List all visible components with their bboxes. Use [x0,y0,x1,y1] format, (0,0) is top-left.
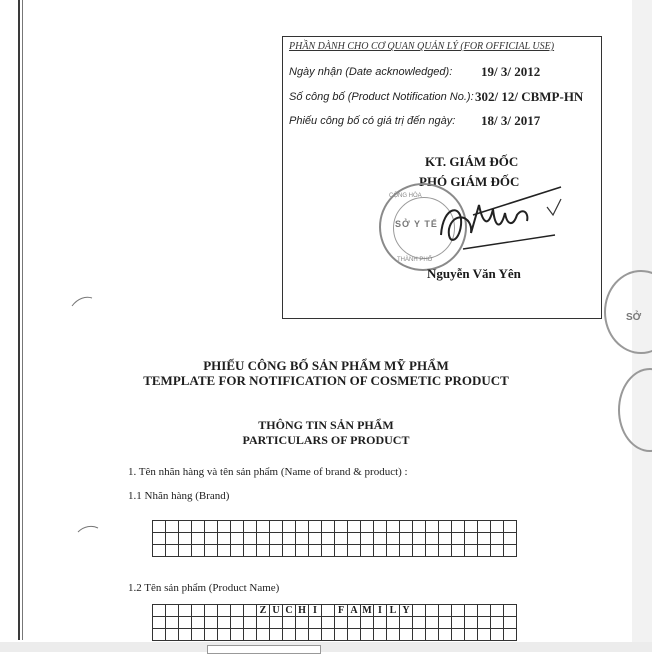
grid-cell [296,533,309,545]
valid-until-value: 18/ 3/ 2017 [481,113,541,128]
notification-number-label: Số công bố (Product Notification No.): [289,91,474,103]
notification-number-value: 302/ 12/ CBMP-HN [475,89,584,104]
grid-cell [439,533,452,545]
grid-cell [439,545,452,557]
grid-cell: A [348,605,361,617]
grid-cell [192,605,205,617]
grid-cell: U [270,605,283,617]
grid-row [153,533,517,545]
grid-cell [374,521,387,533]
grid-cell [413,533,426,545]
grid-cell [452,617,465,629]
grid-cell [322,521,335,533]
grid-cell [257,545,270,557]
grid-cell [335,545,348,557]
grid-cell [270,617,283,629]
grid-cell [439,629,452,641]
grid-cell [322,629,335,641]
grid-cell [153,521,166,533]
grid-cell: H [296,605,309,617]
bottom-field [207,645,321,654]
section-title-vietnamese: THÔNG TIN SẢN PHẨM [258,418,394,432]
form-title-vietnamese: PHIẾU CÔNG BỐ SẢN PHẨM MỸ PHẨM [203,358,449,373]
grid-cell [322,605,335,617]
grid-row [153,605,517,617]
grid-cell [179,545,192,557]
grid-cell [400,533,413,545]
grid-cell [400,629,413,641]
grid-cell [244,521,257,533]
grid-cell [465,605,478,617]
grid-cell [179,617,192,629]
grid-cell [452,629,465,641]
grid-cell [504,617,517,629]
grid-cell [166,521,179,533]
item-1-2-label: 1.2 Tên sản phẩm (Product Name) [128,582,280,594]
grid-cell [504,545,517,557]
grid-cell [478,545,491,557]
grid-cell [452,605,465,617]
grid-cell [348,521,361,533]
grid-cell [465,521,478,533]
grid-cell [361,521,374,533]
brand-grid [152,520,517,557]
grid-cell [166,617,179,629]
grid-cell [192,545,205,557]
grid-cell [439,521,452,533]
grid-cell [218,533,231,545]
grid-cell [504,629,517,641]
grid-cell [309,617,322,629]
grid-row [153,521,517,533]
grid-cell [387,521,400,533]
grid-cell [192,629,205,641]
grid-cell [400,545,413,557]
item-1-1-label: 1.1 Nhãn hàng (Brand) [128,490,230,502]
grid-cell [439,617,452,629]
side-seal-text: SỞ [626,312,642,323]
grid-cell [400,617,413,629]
grid-cell [335,533,348,545]
official-seal-bottom-text: THÀNH PHỐ [397,257,433,263]
grid-cell [205,545,218,557]
grid-cell [179,521,192,533]
date-acknowledged-value: 19/ 3/ 2012 [481,64,541,79]
bottom-strip [0,642,652,652]
margin-mark-1 [70,294,94,308]
grid-cell [361,533,374,545]
form-title-english: TEMPLATE FOR NOTIFICATION OF COSMETIC PRODUCT [143,373,509,388]
grid-cell [491,533,504,545]
grid-cell [322,533,335,545]
grid-cell [322,545,335,557]
grid-cell [335,617,348,629]
grid-cell [205,521,218,533]
grid-cell [491,605,504,617]
grid-cell [478,533,491,545]
grid-cell [452,533,465,545]
grid-cell [478,521,491,533]
grid-cell [218,617,231,629]
grid-cell [218,629,231,641]
grid-cell [400,521,413,533]
grid-cell [296,617,309,629]
grid-cell [270,545,283,557]
grid-cell [387,533,400,545]
grid-cell [413,545,426,557]
grid-cell [244,629,257,641]
grid-cell [361,545,374,557]
grid-cell [309,521,322,533]
grid-cell [153,545,166,557]
grid-cell [465,617,478,629]
grid-cell [283,617,296,629]
section-title-english: PARTICULARS OF PRODUCT [242,433,410,447]
grid-cell [179,605,192,617]
page-margin-line [18,0,20,640]
grid-cell [491,629,504,641]
grid-cell [244,533,257,545]
grid-cell [491,545,504,557]
grid-cell [426,605,439,617]
grid-cell [452,521,465,533]
grid-cell [322,617,335,629]
grid-cell [257,629,270,641]
grid-cell [439,605,452,617]
grid-cell [192,533,205,545]
grid-cell [348,533,361,545]
grid-cell [309,629,322,641]
grid-cell [413,629,426,641]
grid-cell: L [387,605,400,617]
grid-cell [166,605,179,617]
grid-cell [166,533,179,545]
grid-cell [231,533,244,545]
grid-cell [179,533,192,545]
grid-cell: Z [257,605,270,617]
grid-cell: I [309,605,322,617]
page-margin-line-inner [22,0,23,640]
grid-cell [387,629,400,641]
grid-cell [244,617,257,629]
grid-cell [335,521,348,533]
grid-cell [218,545,231,557]
grid-cell [374,629,387,641]
date-acknowledged-label: Ngày nhận (Date acknowledged): [289,66,453,78]
official-use-box [282,36,602,319]
official-seal-center-text: SỞ Y TẾ [395,219,438,229]
grid-cell [387,545,400,557]
grid-cell [257,533,270,545]
grid-row [153,617,517,629]
grid-cell [166,629,179,641]
grid-cell: F [335,605,348,617]
grid-cell [426,617,439,629]
grid-cell [491,617,504,629]
grid-cell [374,533,387,545]
grid-cell [374,617,387,629]
grid-cell [296,545,309,557]
grid-cell [257,521,270,533]
grid-cell [153,605,166,617]
grid-cell [335,629,348,641]
grid-cell [231,629,244,641]
grid-cell [283,629,296,641]
grid-cell [478,629,491,641]
grid-cell [491,521,504,533]
grid-cell [426,629,439,641]
margin-mark-2 [76,522,100,536]
grid-cell [231,617,244,629]
grid-cell [296,629,309,641]
grid-cell [166,545,179,557]
grid-cell [283,533,296,545]
signer-title-2: PHÓ GIÁM ĐỐC [419,174,520,189]
grid-cell [244,605,257,617]
grid-cell [192,521,205,533]
grid-row [153,629,517,641]
grid-cell [413,605,426,617]
product-name-grid [152,604,517,641]
grid-cell [192,617,205,629]
grid-cell [283,545,296,557]
grid-cell [413,521,426,533]
valid-until-label: Phiếu công bố có giá trị đến ngày: [289,115,456,127]
grid-cell [478,605,491,617]
grid-cell [205,605,218,617]
grid-cell [504,533,517,545]
grid-cell [361,629,374,641]
grid-cell [309,533,322,545]
official-use-heading: PHẦN DÀNH CHO CƠ QUAN QUẢN LÝ (FOR OFFICIAL USE) [289,41,555,52]
official-seal-top-text: CỘNG HÒA [389,193,422,199]
grid-cell [296,521,309,533]
grid-cell: M [362,605,372,616]
grid-cell [465,629,478,641]
signer-title-1: KT. GIÁM ĐỐC [425,154,519,169]
grid-cell [361,617,374,629]
grid-cell [348,545,361,557]
grid-cell [426,545,439,557]
grid-cell [205,617,218,629]
grid-cell [413,617,426,629]
grid-cell [231,545,244,557]
grid-cell [257,617,270,629]
signer-name: Nguyễn Văn Yên [427,266,521,281]
grid-cell [205,533,218,545]
grid-row [153,545,517,557]
grid-cell [452,545,465,557]
grid-cell [504,521,517,533]
grid-cell: I [374,605,387,617]
grid-cell [465,545,478,557]
grid-cell [270,521,283,533]
grid-cell [218,605,231,617]
grid-cell [309,545,322,557]
grid-cell [478,617,491,629]
grid-cell [153,617,166,629]
grid-cell [270,629,283,641]
grid-cell [348,617,361,629]
grid-cell [179,629,192,641]
signature [433,185,563,255]
grid-cell [348,629,361,641]
grid-cell [231,521,244,533]
grid-cell [426,533,439,545]
grid-cell: C [283,605,296,617]
grid-cell [205,629,218,641]
grid-cell [374,545,387,557]
grid-cell [153,533,166,545]
grid-cell [231,605,244,617]
grid-cell [387,617,400,629]
grid-cell [153,629,166,641]
item-1-label: 1. Tên nhãn hàng và tên sản phẩm (Name of brand & product) : [128,466,408,478]
grid-cell [244,545,257,557]
grid-cell [465,533,478,545]
grid-cell: Y [400,605,413,617]
grid-cell [218,521,231,533]
grid-cell [426,521,439,533]
grid-cell [504,605,517,617]
grid-cell [270,533,283,545]
grid-cell [283,521,296,533]
